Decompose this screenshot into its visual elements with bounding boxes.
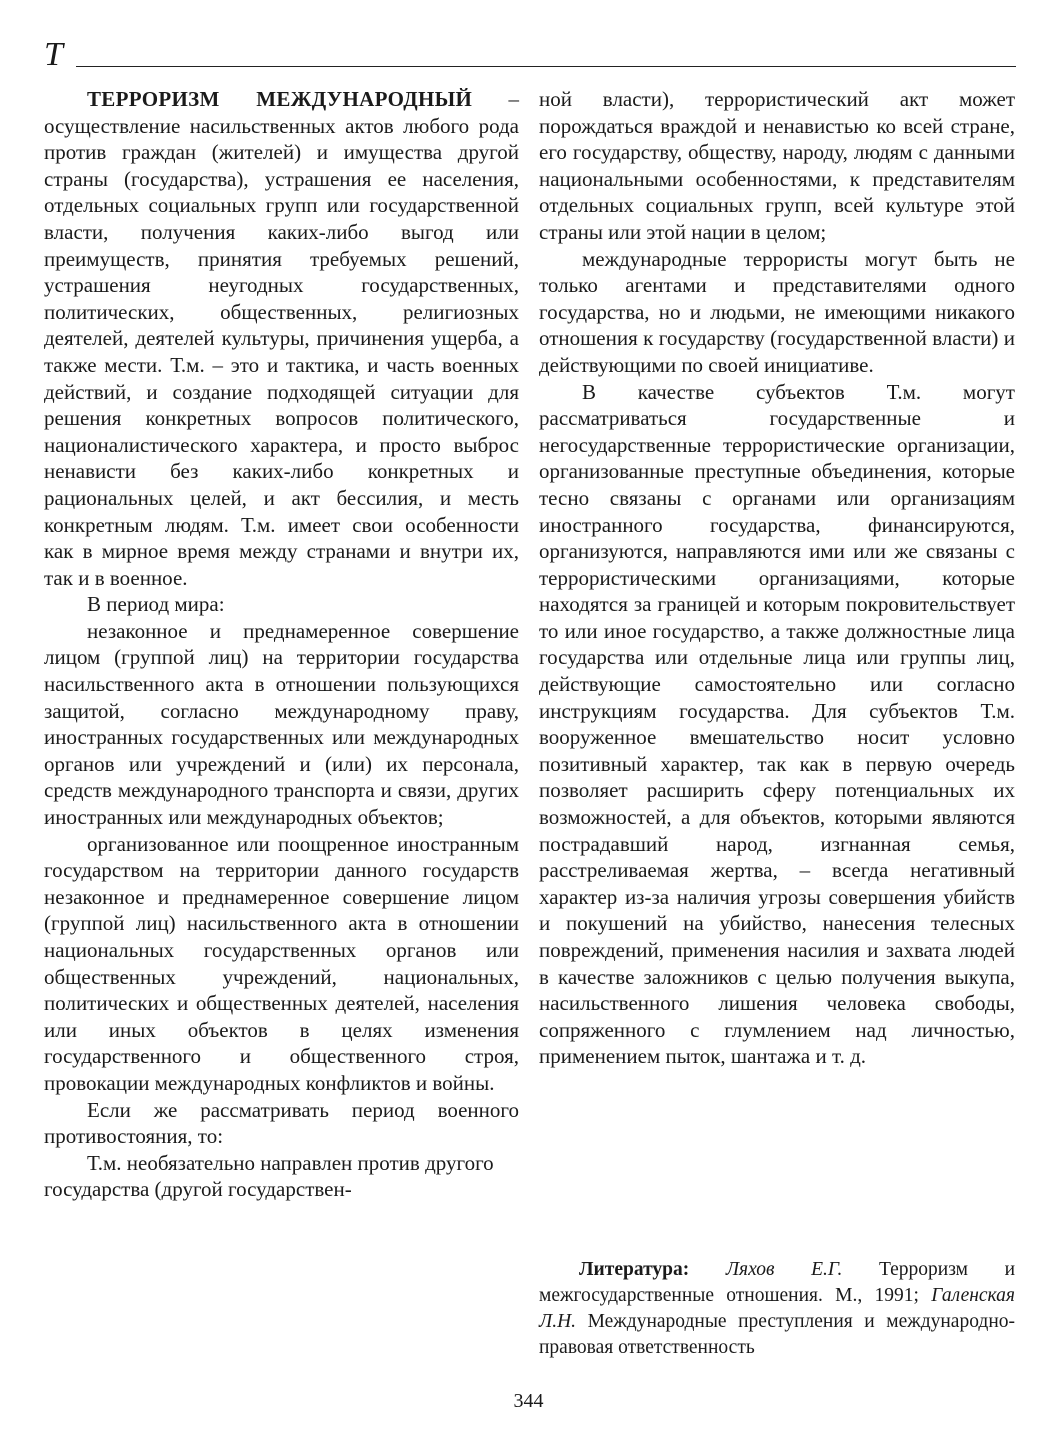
left-column bbox=[44, 86, 519, 1203]
paragraph: Т.м. необязательно направлен против другого государства (другой государствен- bbox=[44, 1150, 494, 1202]
paragraph: организованное или поощренное иностранным государством на территории данного государств незаконное и преднамеренное совершение лицом (группой лиц) насильственного акта в отношении национальных государственных органов или общественных учреждений, национальных, политических и общественных деятелей, населения или иных объектов в целях изменения государственного и общественного строя, провокации международных конфликтов и войны. bbox=[44, 831, 519, 1095]
paragraph: международные террористы могут быть не только агентами и представителями одного государства, но и людьми, не имеющими никакого отношения к государству (государственной власти) и действующими по своей инициативе. bbox=[539, 246, 1015, 377]
literature-label: Литература: bbox=[579, 1259, 690, 1280]
paragraph-continuation: ной власти), террористический акт может порождаться враждой и ненавистью ко всей стране, его государству, обществу, народу, людям с данными национальными особенностями, к представителям отдельных социальных групп, всей культуре этой страны или этой нации в целом; bbox=[539, 87, 1015, 244]
paragraph: В качестве субъектов Т.м. могут рассматриваться государственные и негосударственные террористические организации, организованные преступные объединения, которые тесно связаны с органами или организациям иностранного государства, финансируются, организуются, направляются ими или же связаны с террористическими организациями, которые находятся за границей и которым покровительствует то или иное государство, а также должностные лица государства или отдельные лица или группы лиц, действующие самостоятельно или согласно инструкциям государства. Для субъектов Т.м. вооруженное вмешательство носит условно позитивный характер, так как в первую очередь позволяет расширить сферу потенциальных их возможностей, а для объектов, которыми являются пострадавший народ, изгнанная семья, расстреливаемая жертва, – всегда негативный характер из-за наличия угрозы совершения убийств и покушений на убийство, нанесения телесных повреждений, применения насилия и захвата людей в качестве заложников с целью получения выкупа, насильственного лишения человека свободы, сопряженного с глумлением над личностью, применением пыток, шантажа и т. д. bbox=[539, 379, 1015, 1069]
paragraph: Если же рассматривать период военного противостояния, то: bbox=[44, 1097, 519, 1149]
literature-author: Галенская Л.Н. bbox=[539, 1285, 1015, 1332]
paragraph: незаконное и преднамеренное совершение лицом (группой лиц) на территории государства насильственного акта в отношении пользующихся защитой, согласно международному праву, иностранных государственных или международных органов или учреждений и (или) их персонала, средств международного транспорта и связи, других иностранных или международных объектов; bbox=[44, 618, 519, 830]
entry-term: ТЕРРОРИЗМ МЕЖДУНАРОДНЫЙ bbox=[87, 87, 473, 111]
literature-block bbox=[539, 1257, 1015, 1361]
paragraph: В период мира: bbox=[87, 592, 225, 617]
entry-paragraph bbox=[44, 86, 519, 591]
page-number: 344 bbox=[513, 1390, 544, 1412]
literature-text: Терроризм и межгосударственные отношения. М., 1991; bbox=[539, 1259, 1016, 1306]
section-letter: T bbox=[44, 36, 63, 73]
right-column bbox=[539, 86, 1015, 1070]
header-rule bbox=[76, 66, 1016, 67]
literature-text: Международные преступления и международно-правовая ответственность bbox=[539, 1311, 1015, 1358]
literature-author: Ляхов Е.Г. bbox=[725, 1259, 843, 1280]
entry-definition: – осуществление насильственных актов любого рода против граждан (жителей) и имущества другой страны (государства), устрашения ее населения, отдельных социальных групп или государственной власти, получения каких-либо выгод или преимуществ, принятия требуемых решений, устрашения неугодных государственных, политических, общественных, религиозных деятелей, деятелей культуры, причинения ущерба, а также мести. Т.м. – это и тактика, и часть военных действий, и создание подходящей ситуации для решения конкретных вопросов политического, националистического характера, и просто выброс ненависти без каких-либо конкретных и рациональных целей, и акт бессилия, и месть конкретным людям. Т.м. имеет свои особенности как в мирное время между странами и внутри их, так и в военное. bbox=[44, 87, 519, 590]
